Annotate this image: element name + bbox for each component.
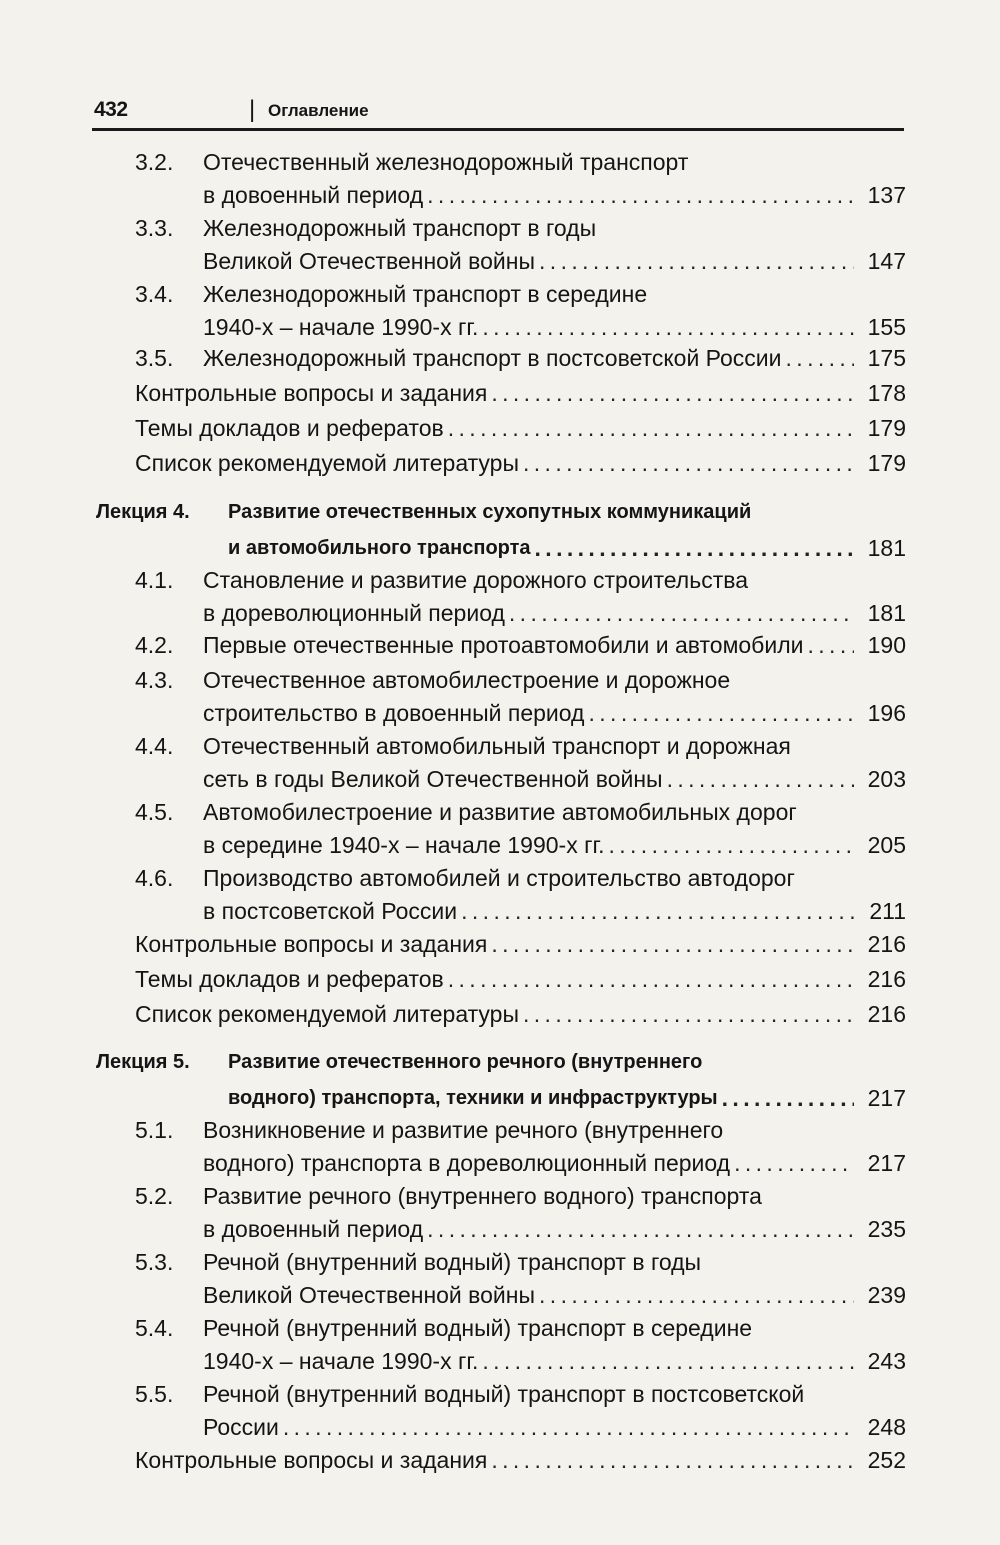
entry-title-line: в дореволюционный период (203, 600, 505, 626)
entry-title-line: Контрольные вопросы и задания (135, 380, 488, 406)
entry-title-line: России (203, 1414, 279, 1440)
section-entry (135, 1180, 906, 1246)
page-number: 205 (867, 832, 906, 858)
page-number: 248 (867, 1414, 906, 1440)
section-entry (135, 1378, 906, 1444)
header-title: Оглавление (268, 101, 369, 120)
entry-title-line: строительство в довоенный период (203, 700, 585, 726)
section-number: 3.3. (135, 215, 174, 241)
section-number: 5.5. (135, 1381, 174, 1407)
entry-title-line: сеть в годы Великой Отечественной войны (203, 766, 663, 792)
page-number: 181 (867, 600, 906, 626)
lecture-entry (96, 1044, 906, 1116)
entry-title-line: Возникновение и развитие речного (внутреннего (203, 1117, 724, 1143)
entry-title-line: водного) транспорта, техники и инфраструктуры (228, 1087, 718, 1109)
page-number: 147 (867, 248, 906, 274)
page-number: 217 (867, 1150, 906, 1176)
leader-dots (588, 697, 854, 730)
appendix-entry (135, 928, 906, 961)
section-number: 4.1. (135, 567, 174, 593)
appendix-entry (135, 377, 906, 410)
entry-title-line: и автомобильного транспорта (228, 537, 531, 559)
page-number: 239 (867, 1282, 906, 1308)
leader-dots (535, 530, 854, 566)
leader-dots (461, 895, 854, 928)
leader-dots (608, 829, 854, 862)
leader-dots (491, 928, 854, 961)
leader-dots (539, 1279, 854, 1312)
leader-dots (482, 1345, 854, 1378)
lecture-entry (96, 494, 906, 566)
entry-title-line: Развитие отечественных сухопутных коммуникаций (228, 501, 752, 523)
page-number: 211 (869, 898, 906, 924)
entry-title-line: Железнодорожный транспорт в середине (203, 281, 648, 307)
entry-title-line: в довоенный период (203, 1216, 424, 1242)
section-entry (135, 629, 906, 662)
entry-title-line: Отечественный автомобильный транспорт и дорожная (203, 733, 791, 759)
entry-title-line: Развитие отечественного речного (внутреннего (228, 1051, 703, 1073)
section-entry (135, 730, 906, 796)
appendix-entry (135, 1444, 906, 1477)
leader-dots (539, 245, 854, 278)
leader-dots (523, 998, 854, 1031)
section-number: 5.1. (135, 1117, 174, 1143)
entry-title-line: 1940-х – начале 1990-х гг. (203, 314, 479, 340)
section-entry (135, 1246, 906, 1312)
entry-title-line: Становление и развитие дорожного строительства (203, 567, 748, 593)
section-entry (135, 1114, 906, 1180)
page-number: 235 (867, 1216, 906, 1242)
header-page-number: 432 (94, 98, 128, 121)
entry-title-line: Контрольные вопросы и задания (135, 1447, 488, 1473)
entry-title-line: Темы докладов и рефератов (135, 415, 444, 441)
entry-title-line: Список рекомендуемой литературы (135, 1001, 519, 1027)
section-entry (135, 342, 906, 375)
leader-dots (448, 412, 854, 445)
entry-title-line: Список рекомендуемой литературы (135, 450, 519, 476)
entry-title-line: Великой Отечественной войны (203, 248, 536, 274)
entry-title-line: Контрольные вопросы и задания (135, 931, 488, 957)
page-number: 216 (867, 931, 906, 957)
page-number: 155 (867, 314, 906, 340)
section-number: 3.2. (135, 149, 174, 175)
entry-title-line: Железнодорожный транспорт в годы (203, 215, 597, 241)
section-entry (135, 1312, 906, 1378)
entry-title-line: в середине 1940-х – начале 1990-х гг. (203, 832, 605, 858)
page-number: 252 (867, 1447, 906, 1473)
leader-dots (786, 342, 854, 375)
leader-dots (491, 1444, 854, 1477)
page-number: 179 (867, 415, 906, 441)
leader-dots (722, 1080, 854, 1116)
page-number: 181 (867, 535, 906, 561)
entry-title-line: Производство автомобилей и строительство автодорог (203, 865, 795, 891)
appendix-entry (135, 998, 906, 1031)
section-number: 4.2. (135, 632, 174, 658)
entry-title-line: Речной (внутренний водный) транспорт в годы (203, 1249, 702, 1275)
section-number: 4.6. (135, 865, 174, 891)
entry-title-line: Железнодорожный транспорт в постсоветской России (203, 345, 782, 371)
leader-dots (491, 377, 854, 410)
section-number: 4.5. (135, 799, 174, 825)
section-number: 5.4. (135, 1315, 174, 1341)
entry-title-line: Темы докладов и рефератов (135, 966, 444, 992)
appendix-entry (135, 447, 906, 480)
entry-title-line: Развитие речного (внутреннего водного) транспорта (203, 1183, 762, 1209)
entry-title-line: Речной (внутренний водный) транспорт в середине (203, 1315, 753, 1341)
entry-title-line: Отечественный железнодорожный транспорт (203, 149, 689, 175)
section-entry (135, 664, 906, 730)
page-number: 216 (867, 1001, 906, 1027)
section-number: 3.5. (135, 345, 174, 371)
section-entry (135, 146, 906, 212)
section-number: 3.4. (135, 281, 174, 307)
section-number: 5.3. (135, 1249, 174, 1275)
entry-title-line: водного) транспорта в дореволюционный период (203, 1150, 731, 1176)
entry-title-line: 1940-х – начале 1990-х гг. (203, 1348, 479, 1374)
leader-dots (482, 311, 854, 344)
leader-dots (427, 179, 854, 212)
appendix-entry (135, 412, 906, 445)
leader-dots (523, 447, 854, 480)
page-number: 178 (867, 380, 906, 406)
section-number: 4.4. (135, 733, 174, 759)
entry-title-line: Отечественное автомобилестроение и дорожное (203, 667, 731, 693)
section-entry (135, 796, 906, 862)
page-number: 216 (867, 966, 906, 992)
section-entry (135, 212, 906, 278)
section-number: 4.3. (135, 667, 174, 693)
leader-dots (667, 763, 854, 796)
page-number: 196 (867, 700, 906, 726)
section-entry (135, 862, 906, 928)
appendix-entry (135, 963, 906, 996)
section-number: 5.2. (135, 1183, 174, 1209)
entry-title-line: Великой Отечественной войны (203, 1282, 536, 1308)
leader-dots (509, 597, 854, 630)
page-number: 243 (867, 1348, 906, 1374)
lecture-number: Лекция 4. (96, 501, 190, 523)
leader-dots (807, 629, 854, 662)
page-number: 175 (867, 345, 906, 371)
leader-dots (448, 963, 854, 996)
page-number: 203 (867, 766, 906, 792)
page-number: 190 (867, 632, 906, 658)
page-number: 217 (867, 1085, 906, 1111)
page-number: 137 (867, 182, 906, 208)
entry-title-line: Первые отечественные протоавтомобили и автомобили (203, 632, 804, 658)
page-number: 179 (867, 450, 906, 476)
entry-title-line: Речной (внутренний водный) транспорт в постсоветской (203, 1381, 805, 1407)
leader-dots (427, 1213, 854, 1246)
header-separator: | (249, 96, 256, 123)
leader-dots (734, 1147, 854, 1180)
running-header (92, 92, 904, 131)
entry-title-line: в постсоветской России (203, 898, 458, 924)
leader-dots (283, 1411, 854, 1444)
entry-title-line: Автомобилестроение и развитие автомобильных дорог (203, 799, 797, 825)
lecture-number: Лекция 5. (96, 1051, 190, 1073)
section-entry (135, 564, 906, 630)
section-entry (135, 278, 906, 344)
entry-title-line: в довоенный период (203, 182, 424, 208)
